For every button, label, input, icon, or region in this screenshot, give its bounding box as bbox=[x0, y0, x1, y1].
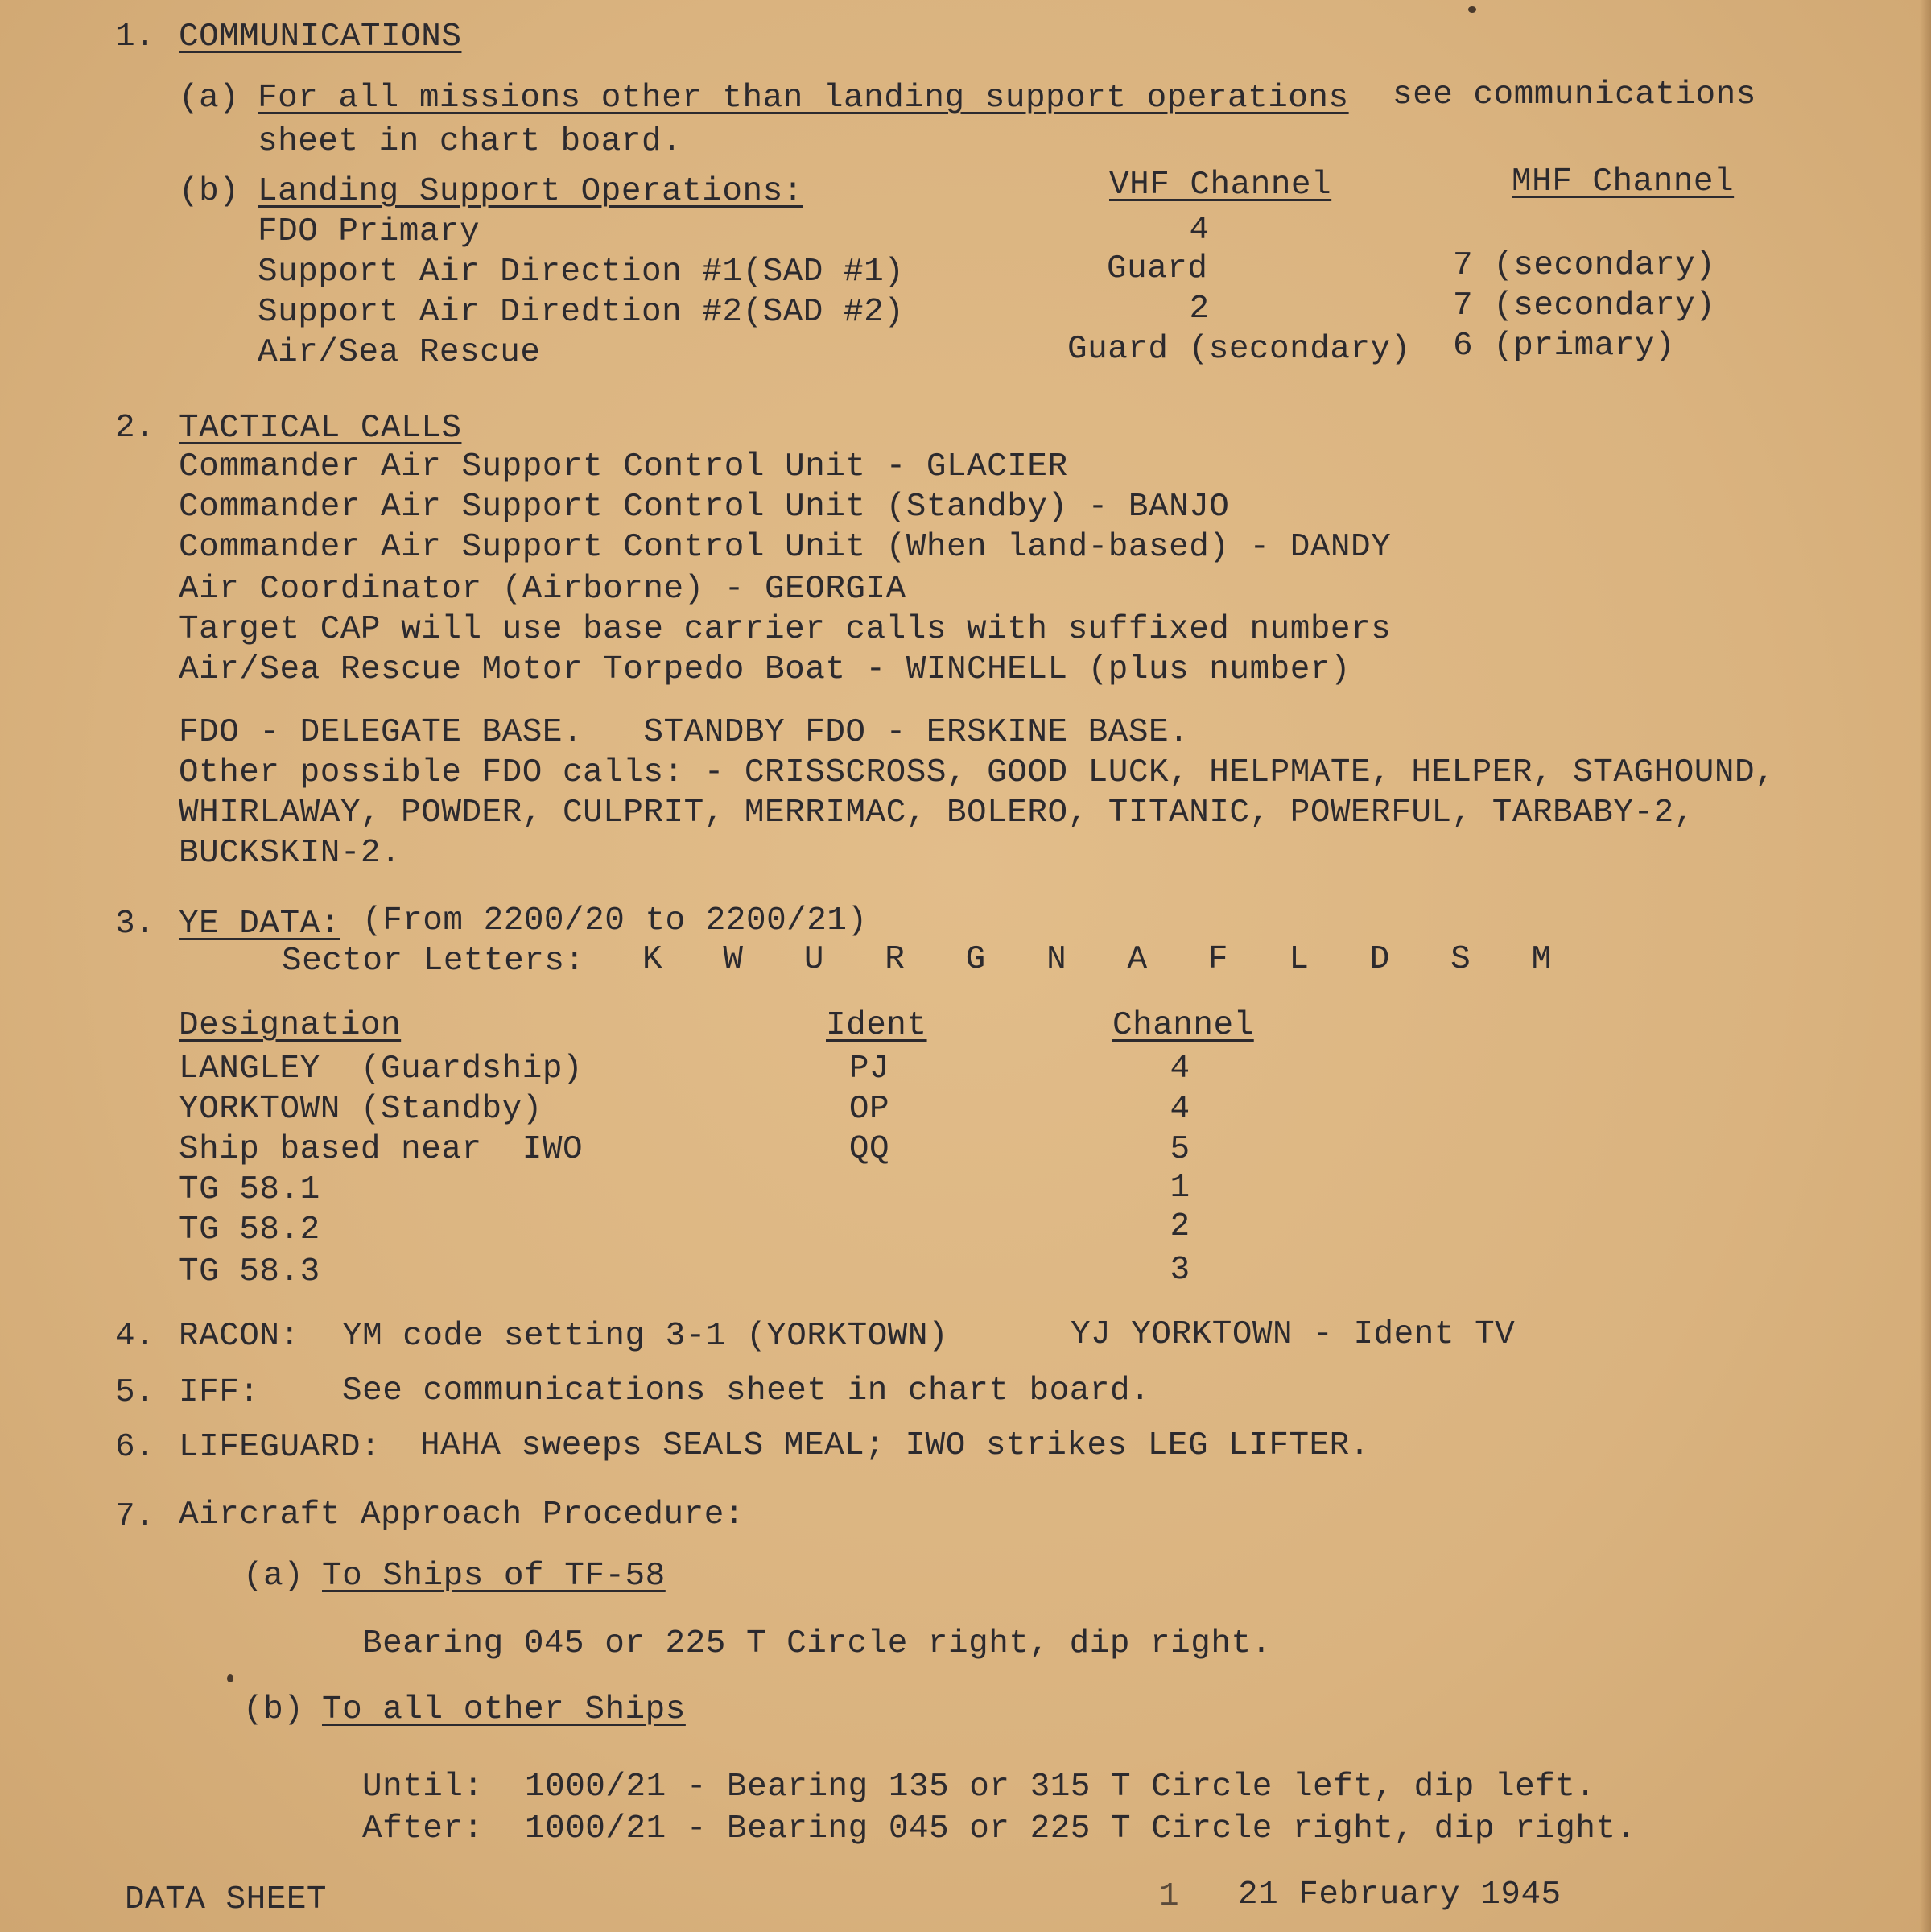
until-label: Until: bbox=[362, 1769, 484, 1806]
ye-row-channel: 1 bbox=[1170, 1170, 1190, 1207]
channel-column-header: Channel bbox=[1112, 1007, 1254, 1044]
tactical-call-line: Target CAP will use base carrier calls with suffixed numbers bbox=[179, 611, 1392, 648]
section-1a-text-cont: see communications bbox=[1393, 76, 1756, 114]
section-1a-text-line2: sheet in chart board. bbox=[258, 123, 683, 160]
ye-row-designation: YORKTOWN (Standby) bbox=[179, 1091, 543, 1128]
sector-letters-label: Sector Letters: bbox=[282, 943, 585, 980]
tactical-call-line: Air/Sea Rescue Motor Torpedo Boat - WINCHELL (plus number) bbox=[179, 651, 1351, 688]
section-1a-text: For all missions other than landing support operations bbox=[258, 80, 1349, 117]
section-3-number: 3. bbox=[115, 906, 156, 943]
section-2-number: 2. bbox=[115, 410, 156, 447]
section-7a-label: (a) bbox=[243, 1558, 304, 1595]
racon-label: RACON: bbox=[179, 1318, 300, 1355]
ident-column-header: Ident bbox=[826, 1007, 927, 1044]
section-7b-label: (b) bbox=[243, 1691, 304, 1728]
ye-row-designation: LANGLEY (Guardship) bbox=[179, 1051, 584, 1088]
section-1-title: COMMUNICATIONS bbox=[179, 19, 462, 56]
designation-column-header: Designation bbox=[179, 1007, 402, 1044]
section-3-title: YE DATA: bbox=[179, 906, 340, 943]
tactical-call-line: Commander Air Support Control Unit (Standby) - BANJO bbox=[179, 489, 1230, 526]
iff-text: See communications sheet in chart board. bbox=[342, 1373, 1151, 1410]
section-5-number: 5. bbox=[115, 1374, 156, 1411]
fdo-other-calls-line: Other possible FDO calls: - CRISSCROSS, GOOD LUCK, HELPMATE, HELPER, STAGHOUND, bbox=[179, 754, 1776, 791]
ye-row-channel: 4 bbox=[1170, 1091, 1190, 1128]
section-7b-title: To all other Ships bbox=[322, 1691, 686, 1728]
ye-row-ident: QQ bbox=[848, 1131, 890, 1168]
fdo-other-calls-line: WHIRLAWAY, POWDER, CULPRIT, MERRIMAC, BOLERO, TITANIC, POWERFUL, TARBABY-2, bbox=[179, 795, 1694, 832]
racon-ident: YJ YORKTOWN - Ident TV bbox=[1071, 1316, 1516, 1353]
section-1b-title: Landing Support Operations: bbox=[258, 173, 803, 210]
comm-row-mhf: 7 (secondary) bbox=[1453, 287, 1716, 324]
ye-row-designation: TG 58.2 bbox=[179, 1212, 320, 1249]
sector-letters: K W U R G N A F L D S M bbox=[642, 941, 1552, 978]
footer-data-sheet: DATA SHEET bbox=[125, 1881, 328, 1918]
comm-row-vhf: Guard (secondary) bbox=[1067, 331, 1411, 368]
comm-row-mhf: 7 (secondary) bbox=[1453, 247, 1716, 284]
racon-text: YM code setting 3-1 (YORKTOWN) bbox=[342, 1318, 949, 1355]
footer-date: 21 February 1945 bbox=[1238, 1876, 1562, 1913]
section-7a-title: To Ships of TF-58 bbox=[322, 1558, 666, 1595]
ye-row-ident: OP bbox=[848, 1091, 890, 1128]
ink-speck bbox=[227, 1674, 233, 1682]
section-2-title: TACTICAL CALLS bbox=[179, 410, 462, 447]
iff-label: IFF: bbox=[179, 1374, 260, 1411]
section-4-number: 4. bbox=[115, 1318, 156, 1355]
ye-row-ident: PJ bbox=[848, 1051, 890, 1088]
ye-row-designation: TG 58.3 bbox=[179, 1253, 320, 1290]
ye-row-designation: Ship based near IWO bbox=[179, 1131, 584, 1168]
lifeguard-text: HAHA sweeps SEALS MEAL; IWO strikes LEG LIFTER. bbox=[420, 1427, 1370, 1464]
after-label: After: bbox=[362, 1810, 484, 1847]
comm-row-name: Support Air Direction #1(SAD #1) bbox=[258, 254, 905, 291]
comm-row-vhf: Guard bbox=[1107, 250, 1208, 287]
comm-row-name: FDO Primary bbox=[258, 213, 481, 250]
ye-row-designation: TG 58.1 bbox=[179, 1171, 320, 1208]
fdo-other-calls-line: BUCKSKIN-2. bbox=[179, 835, 402, 872]
lifeguard-label: LIFEGUARD: bbox=[179, 1429, 382, 1466]
section-7-number: 7. bbox=[115, 1498, 156, 1535]
section-1b-label: (b) bbox=[179, 173, 240, 210]
tactical-call-line: Commander Air Support Control Unit - GLACIER bbox=[179, 448, 1068, 485]
comm-row-vhf: 2 bbox=[1189, 291, 1210, 328]
ye-row-channel: 3 bbox=[1170, 1252, 1190, 1289]
tactical-call-line: Commander Air Support Control Unit (When land-based) - DANDY bbox=[179, 529, 1392, 566]
ye-row-channel: 5 bbox=[1170, 1131, 1190, 1168]
comm-row-mhf: 6 (primary) bbox=[1453, 328, 1676, 365]
section-6-number: 6. bbox=[115, 1429, 156, 1466]
until-text: 1000/21 - Bearing 135 or 315 T Circle left, dip left. bbox=[525, 1769, 1596, 1806]
footer-mark: 1 bbox=[1159, 1878, 1180, 1915]
section-1-number: 1. bbox=[115, 19, 156, 56]
comm-row-name: Air/Sea Rescue bbox=[258, 334, 541, 371]
comm-row-name: Support Air Diredtion #2(SAD #2) bbox=[258, 294, 905, 331]
mhf-column-header: MHF Channel bbox=[1512, 163, 1735, 200]
ye-data-range: (From 2200/20 to 2200/21) bbox=[362, 902, 868, 939]
after-text: 1000/21 - Bearing 045 or 225 T Circle right, dip right. bbox=[525, 1810, 1636, 1847]
ye-row-channel: 4 bbox=[1170, 1051, 1190, 1088]
paper-edge-shadow bbox=[1920, 0, 1931, 1932]
section-7-title: Aircraft Approach Procedure: bbox=[179, 1496, 745, 1534]
vhf-column-header: VHF Channel bbox=[1109, 167, 1332, 204]
section-7a-text: Bearing 045 or 225 T Circle right, dip right. bbox=[362, 1625, 1272, 1662]
ink-speck bbox=[1468, 6, 1476, 13]
comm-row-vhf: 4 bbox=[1189, 212, 1210, 249]
section-1a-label: (a) bbox=[179, 80, 240, 117]
fdo-line: FDO - DELEGATE BASE. STANDBY FDO - ERSKINE BASE. bbox=[179, 714, 1190, 751]
ye-row-channel: 2 bbox=[1170, 1208, 1190, 1245]
tactical-call-line: Air Coordinator (Airborne) - GEORGIA bbox=[179, 571, 906, 608]
